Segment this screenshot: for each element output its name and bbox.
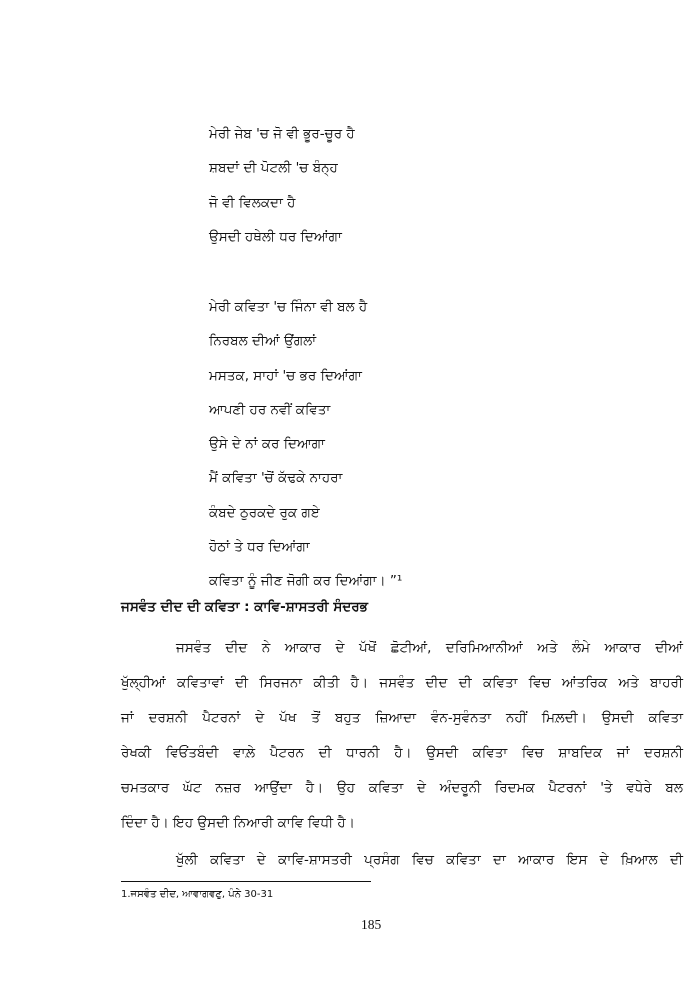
paragraph-line: ਰੇਖਕੀ ਵਿਓਂਤਬੰਦੀ ਵਾਲ਼ੇ ਪੈਟਰਨ ਦੀ ਧਾਰਨੀ ਹੈ। ਉਸਦੀ ਕਵਿਤਾ ਵਿਚ ਸ਼ਾਬਦਿਕ ਜਾਂ ਦਰਸ਼ਨੀ [121,745,683,761]
footnote: 1.ਜਸਵੰਤ ਦੀਦ, ਆਵਾਗਵਣੁ, ਪੰਨੇ 30-31 [121,889,274,900]
poem-line: ਮੇਰੀ ਕਵਿਤਾ 'ਚ ਜਿੰਨਾ ਵੀ ਬਲ ਹੈ [209,299,368,315]
footnote-divider [121,881,371,882]
paragraph-line: ਜਸਵੰਤ ਦੀਦ ਨੇ ਆਕਾਰ ਦੇ ਪੱਖੋਂ ਛੋਟੀਆਂ, ਦਰਿਮਿਆਨੀਆਂ ਅਤੇ ਲੰਮੇ ਆਕਾਰ ਦੀਆਂ [176,640,683,656]
poem-line: ਮੇਰੀ ਜੇਬ 'ਚ ਜੋ ਵੀ ਭੂਰ-ਚੂਰ ਹੈ [209,126,355,142]
paragraph-line: ਖੁੱਲੀ ਕਵਿਤਾ ਦੇ ਕਾਵਿ-ਸ਼ਾਸਤਰੀ ਪ੍ਰਸੰਗ ਵਿਚ ਕਵਿਤਾ ਦਾ ਆਕਾਰ ਇਸ ਦੇ ਖ਼ਿਆਲ ਦੀ [176,852,683,868]
poem-stanza-1 [209,124,355,261]
poem-line: ਉਸੇ ਦੇ ਨਾਂ ਕਰ ਦਿਆਗਾ [209,436,325,453]
poem-line: ਕਵਿਤਾ ਨੂੰ ਜੀਣ ਜੋਗੀ ਕਰ ਦਿਆਂਗਾ। ”¹ [209,573,403,590]
paragraph-line: ਦਿੰਦਾ ਹੈ। ਇਹ ਉਸਦੀ ਨਿਆਰੀ ਕਾਵਿ ਵਿਧੀ ਹੈ। [121,815,355,831]
poem-line: ਨਿਰਬਲ ਦੀਆਂ ਉਂਗਲਾਂ [209,333,317,350]
poem-line: ਹੋਠਾਂ ਤੇ ਧਰ ਦਿਆਂਗਾ [209,539,310,556]
poem-line: ਕੰਬਦੇ ਠੁਰਕਦੇ ਰੁਕ ਗਏ [209,504,320,521]
paragraph-line: ਜਾਂ ਦਰਸ਼ਨੀ ਪੈਟਰਨਾਂ ਦੇ ਪੱਖ ਤੋਂ ਬਹੁਤ ਜ਼ਿਆਦਾ ਵੰਨ-ਸੁਵੰਨਤਾ ਨਹੀਂ ਮਿਲ਼ਦੀ। ਉਸਦੀ ਕਵਿਤਾ [121,710,683,726]
section-heading: ਜਸਵੰਤ ਦੀਦ ਦੀ ਕਵਿਤਾ : ਕਾਵਿ-ਸ਼ਾਸਤਰੀ ਸੰਦਰਭ [121,599,368,615]
poem-stanza-2 [209,297,402,606]
poem-line: ਮਸਤਕ, ਸਾਹਾਂ 'ਚ ਭਰ ਦਿਆਂਗਾ [209,367,362,384]
poem-line: ਉਸਦੀ ਹਥੇਲੀ ਧਰ ਦਿਆਂਗਾ [209,228,342,245]
paragraph-line: ਖੁੱਲ੍ਹੀਆਂ ਕਵਿਤਾਵਾਂ ਦੀ ਸਿਰਜਨਾ ਕੀਤੀ ਹੈ। ਜਸਵੰਤ ਦੀਦ ਦੀ ਕਵਿਤਾ ਵਿਚ ਆਂਤਰਿਕ ਅਤੇ ਬਾਹਰੀ [121,675,683,691]
body-paragraph-1 [121,631,683,841]
poem-line: ਮੈਂ ਕਵਿਤਾ 'ਚੋਂ ਕੱਢਕੇ ਨਾਹਰਾ [209,470,343,487]
body-paragraph-2 [121,843,683,878]
page-number: 185 [361,917,382,932]
poem-line: ਜੋ ਵੀ ਵਿਲਕਦਾ ਹੈ [209,194,296,211]
paragraph-line: ਚਮਤਕਾਰ ਘੱਟ ਨਜ਼ਰ ਆਉਂਦਾ ਹੈ। ਉਹ ਕਵਿਤਾ ਦੇ ਅੰਦਰੂਨੀ ਰਿਦਮਕ ਪੈਟਰਨਾਂ 'ਤੇ ਵਧੇਰੇ ਬਲ [121,780,683,796]
poem-line: ਸ਼ਬਦਾਂ ਦੀ ਪੋਟਲੀ 'ਚ ਬੰਨ੍ਹ [209,160,338,177]
poem-line: ਆਪਣੀ ਹਰ ਨਵੀਂ ਕਵਿਤਾ [209,401,331,418]
